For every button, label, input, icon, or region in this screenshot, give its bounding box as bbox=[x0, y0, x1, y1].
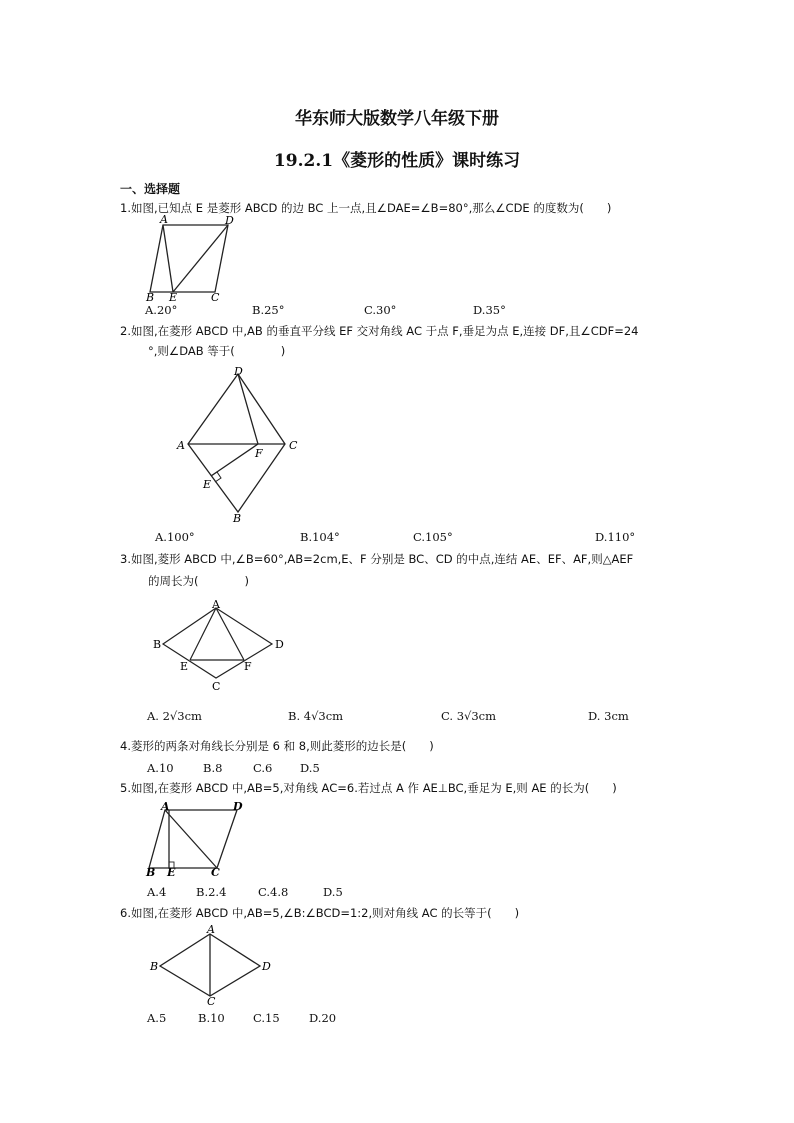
q6-option-d: D.20 bbox=[309, 1011, 337, 1025]
q1-label-e: E bbox=[169, 291, 178, 304]
q3-option-d: D. 3cm bbox=[588, 709, 629, 723]
q6-option-b: B.10 bbox=[198, 1011, 225, 1025]
q1-option-c: C.30° bbox=[364, 303, 397, 317]
q5-label-c: C bbox=[211, 866, 220, 879]
document-title: 华东师大版数学八年级下册 bbox=[295, 109, 499, 129]
q4-option-d: D.5 bbox=[300, 761, 320, 775]
q2-label-c: C bbox=[289, 439, 298, 452]
q1-label-a: A bbox=[160, 213, 168, 226]
q1-label-d: D bbox=[225, 214, 234, 227]
q5-option-c: C.4.8 bbox=[258, 885, 289, 899]
q2-label-a: A bbox=[177, 439, 185, 452]
q3-label-c: C bbox=[212, 680, 221, 693]
q2-label-e: E bbox=[203, 478, 212, 491]
q4-option-a: A.10 bbox=[147, 761, 174, 775]
q2-label-b: B bbox=[233, 512, 242, 525]
q5-label-a: A bbox=[161, 800, 170, 813]
q5-option-b: B.2.4 bbox=[196, 885, 227, 899]
q6-option-a: A.5 bbox=[147, 1011, 167, 1025]
q5-label-e: E bbox=[167, 866, 176, 879]
q2-label-f: F bbox=[255, 447, 263, 460]
q6-label-b: B bbox=[150, 960, 159, 973]
q3-label-a: A bbox=[212, 598, 220, 611]
question-6-stem: 6.如图,在菱形 ABCD 中,AB=5,∠B:∠BCD=1:2,则对角线 AC 的长等于( ) bbox=[120, 906, 520, 920]
question-4-stem: 4.菱形的两条对角线长分别是 6 和 8,则此菱形的边长是( ) bbox=[120, 739, 434, 753]
question-5-stem: 5.如图,在菱形 ABCD 中,AB=5,对角线 AC=6.若过点 A 作 AE⊥BC,垂足为 E,则 AE 的长为( ) bbox=[120, 781, 617, 795]
section-heading: 一、选择题 bbox=[120, 182, 181, 196]
q2-option-a: A.100° bbox=[155, 530, 195, 544]
q1-label-b: B bbox=[146, 291, 155, 304]
question-6-figure bbox=[148, 924, 273, 1006]
q2-option-d: D.110° bbox=[595, 530, 636, 544]
q3-option-c: C. 3√3cm bbox=[441, 709, 497, 723]
question-3-stem-line1: 3.如图,菱形 ABCD 中,∠B=60°,AB=2cm,E、F 分别是 BC、CD 的中点,连结 AE、EF、AF,则△AEF bbox=[120, 552, 634, 566]
q5-label-d: D bbox=[233, 800, 243, 813]
q5-option-d: D.5 bbox=[323, 885, 343, 899]
q3-option-a: A. 2√3cm bbox=[147, 709, 202, 723]
q4-option-b: B.8 bbox=[203, 761, 223, 775]
q5-label-b: B bbox=[146, 866, 156, 879]
q3-label-b: B bbox=[153, 638, 162, 651]
q2-option-b: B.104° bbox=[300, 530, 340, 544]
q1-option-d: D.35° bbox=[473, 303, 506, 317]
question-2-stem-line2: °,则∠DAB 等于( ) bbox=[148, 344, 286, 358]
q1-label-c: C bbox=[211, 291, 220, 304]
q1-option-b: B.25° bbox=[252, 303, 285, 317]
question-1-stem: 1.如图,已知点 E 是菱形 ABCD 的边 BC 上一点,且∠DAE=∠B=80°,那么∠CDE 的度数为( ) bbox=[120, 201, 612, 215]
question-2-stem-line1: 2.如图,在菱形 ABCD 中,AB 的垂直平分线 EF 交对角线 AC 于点 F,垂足为点 E,连接 DF,且∠CDF=24 bbox=[120, 324, 639, 338]
question-3-figure bbox=[150, 598, 290, 693]
q3-option-b: B. 4√3cm bbox=[288, 709, 344, 723]
q3-label-f: F bbox=[244, 660, 252, 673]
q2-label-d: D bbox=[234, 365, 243, 378]
q6-label-d: D bbox=[262, 960, 271, 973]
question-1-figure bbox=[145, 214, 240, 304]
q6-option-c: C.15 bbox=[253, 1011, 280, 1025]
q3-label-e: E bbox=[180, 660, 189, 673]
q6-label-a: A bbox=[207, 923, 215, 936]
q3-label-d: D bbox=[275, 638, 284, 651]
q6-label-c: C bbox=[207, 995, 216, 1008]
q2-option-c: C.105° bbox=[413, 530, 453, 544]
document-subtitle: 19.2.1《菱形的性质》课时练习 bbox=[273, 151, 521, 171]
q1-option-a: A.20° bbox=[145, 303, 178, 317]
question-3-stem-line2: 的周长为( ) bbox=[148, 574, 249, 588]
q5-option-a: A.4 bbox=[147, 885, 167, 899]
question-2-figure bbox=[175, 364, 305, 529]
question-5-figure bbox=[145, 802, 245, 877]
q4-option-c: C.6 bbox=[253, 761, 273, 775]
